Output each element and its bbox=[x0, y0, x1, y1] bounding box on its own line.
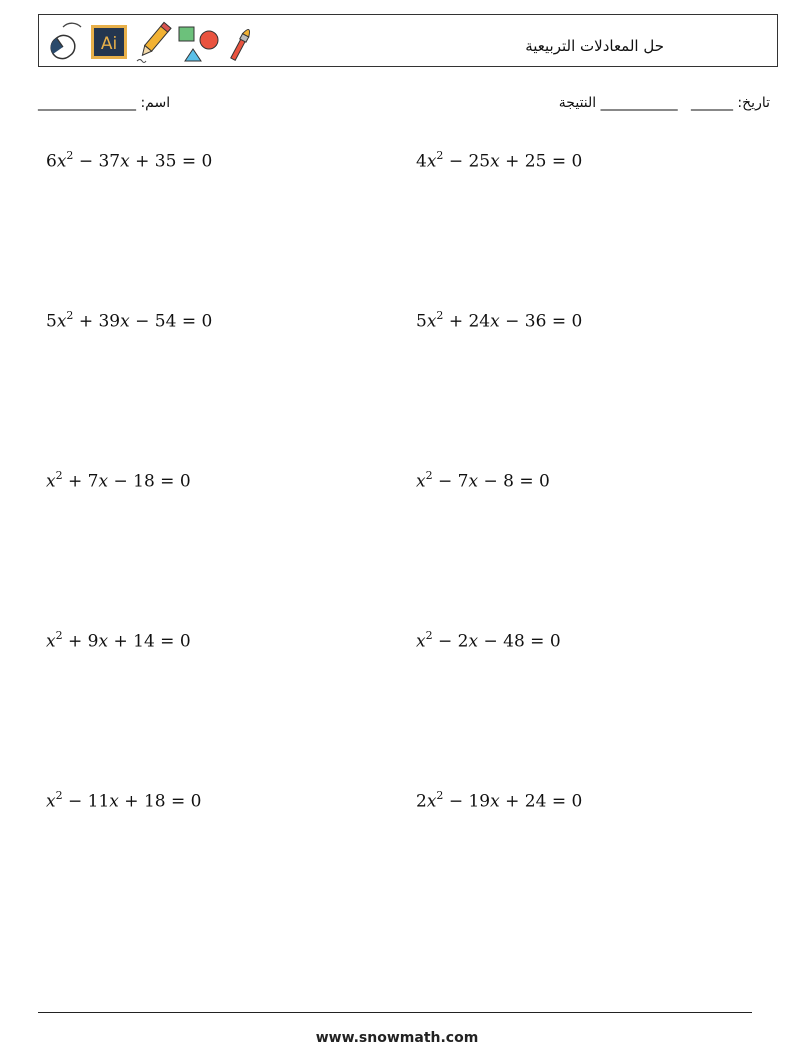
operator-b: + bbox=[62, 631, 88, 652]
variable-x: x bbox=[426, 151, 437, 172]
equation-left-5 bbox=[46, 790, 201, 812]
constant-c: 8 bbox=[503, 471, 514, 492]
operator-c: − bbox=[478, 471, 504, 492]
pencil-icon bbox=[137, 22, 171, 62]
variable-x: x bbox=[416, 631, 426, 652]
coefficient-b: 2 bbox=[457, 631, 469, 652]
coefficient-b: 7 bbox=[87, 471, 99, 492]
constant-c: 36 bbox=[524, 311, 547, 332]
variable-x: x bbox=[56, 311, 67, 332]
operator-b: − bbox=[432, 471, 458, 492]
variable-x: x bbox=[416, 471, 426, 492]
illustrator-ai-icon bbox=[91, 25, 127, 59]
coefficient-a: 5 bbox=[416, 311, 427, 332]
constant-c: 14 bbox=[133, 631, 155, 652]
worksheet-title: حل المعادلات التربيعية bbox=[525, 37, 664, 55]
variable-x: x bbox=[46, 791, 56, 812]
exponent: 2 bbox=[436, 149, 444, 162]
coefficient-b: 9 bbox=[87, 631, 99, 652]
name-line: اسم: ______________ bbox=[38, 95, 171, 111]
equation-left-3 bbox=[46, 470, 191, 492]
variable-x: x bbox=[98, 471, 109, 492]
worksheet-header bbox=[38, 14, 778, 67]
operator-b: − bbox=[443, 791, 469, 812]
exponent: 2 bbox=[55, 789, 63, 802]
variable-x: x bbox=[46, 471, 56, 492]
coefficient-b: 37 bbox=[98, 151, 121, 172]
equals-zero: = 0 bbox=[546, 791, 583, 812]
variable-x: x bbox=[490, 311, 500, 332]
exponent: 2 bbox=[425, 629, 433, 642]
operator-c: + bbox=[499, 151, 525, 172]
constant-c: 54 bbox=[154, 311, 177, 332]
exponent: 2 bbox=[436, 309, 444, 322]
coefficient-b: 7 bbox=[457, 471, 469, 492]
footer-divider bbox=[38, 1012, 752, 1013]
date-score-line: تاريخ: ______ ___________ النتيجة bbox=[558, 95, 770, 111]
equals-zero: = 0 bbox=[176, 311, 213, 332]
variable-x: x bbox=[120, 151, 130, 172]
variable-x: x bbox=[426, 791, 437, 812]
paintbrush-icon bbox=[230, 28, 252, 61]
operator-c: + bbox=[129, 151, 155, 172]
exponent: 2 bbox=[436, 789, 444, 802]
equals-zero: = 0 bbox=[154, 471, 191, 492]
equals-zero: = 0 bbox=[154, 631, 191, 652]
operator-c: − bbox=[108, 471, 134, 492]
equals-zero: = 0 bbox=[546, 311, 583, 332]
coefficient-b: 39 bbox=[98, 311, 121, 332]
equation-right-1 bbox=[416, 150, 582, 172]
coefficient-a: 2 bbox=[416, 791, 427, 812]
coefficient-b: 25 bbox=[468, 151, 491, 172]
operator-b: − bbox=[73, 151, 99, 172]
operator-c: − bbox=[478, 631, 504, 652]
operator-c: + bbox=[118, 791, 144, 812]
operator-b: + bbox=[73, 311, 99, 332]
constant-c: 18 bbox=[133, 471, 155, 492]
operator-b: − bbox=[62, 791, 88, 812]
operator-b: − bbox=[432, 631, 458, 652]
footer-url: www.snowmath.com bbox=[315, 1030, 479, 1046]
equation-right-4 bbox=[416, 630, 561, 652]
coefficient-b: 19 bbox=[468, 791, 491, 812]
constant-c: 48 bbox=[503, 631, 525, 652]
equation-left-2 bbox=[46, 310, 212, 332]
constant-c: 18 bbox=[143, 791, 166, 812]
header-icons bbox=[41, 19, 255, 65]
constant-c: 35 bbox=[154, 151, 177, 172]
operator-b: + bbox=[62, 471, 88, 492]
equals-zero: = 0 bbox=[176, 151, 213, 172]
operator-c: + bbox=[499, 791, 525, 812]
equation-right-2 bbox=[416, 310, 582, 332]
constant-c: 24 bbox=[524, 791, 547, 812]
exponent: 2 bbox=[55, 629, 63, 642]
exponent: 2 bbox=[66, 309, 74, 322]
coefficient-a: 6 bbox=[46, 151, 57, 172]
exponent: 2 bbox=[425, 469, 433, 482]
variable-x: x bbox=[98, 631, 109, 652]
equals-zero: = 0 bbox=[546, 151, 583, 172]
exponent: 2 bbox=[55, 469, 63, 482]
equation-left-4 bbox=[46, 630, 191, 652]
variable-x: x bbox=[490, 151, 500, 172]
variable-x: x bbox=[468, 631, 479, 652]
coefficient-a: 4 bbox=[416, 151, 427, 172]
mouse-icon bbox=[47, 23, 81, 63]
variable-x: x bbox=[426, 311, 437, 332]
coefficient-b: 24 bbox=[468, 311, 491, 332]
equation-left-1 bbox=[46, 150, 212, 172]
operator-b: − bbox=[443, 151, 469, 172]
variable-x: x bbox=[56, 151, 67, 172]
operator-b: + bbox=[443, 311, 469, 332]
variable-x: x bbox=[46, 631, 56, 652]
operator-c: − bbox=[499, 311, 525, 332]
exponent: 2 bbox=[66, 149, 74, 162]
operator-c: − bbox=[129, 311, 155, 332]
equals-zero: = 0 bbox=[513, 471, 550, 492]
variable-x: x bbox=[120, 311, 130, 332]
equation-right-3 bbox=[416, 470, 550, 492]
operator-c: + bbox=[108, 631, 134, 652]
coefficient-a: 5 bbox=[46, 311, 57, 332]
variable-x: x bbox=[490, 791, 500, 812]
ai-label: Ai bbox=[100, 34, 118, 54]
shapes-icon bbox=[179, 27, 218, 61]
equals-zero: = 0 bbox=[524, 631, 561, 652]
constant-c: 25 bbox=[524, 151, 547, 172]
equation-right-5 bbox=[416, 790, 582, 812]
variable-x: x bbox=[109, 791, 119, 812]
equals-zero: = 0 bbox=[165, 791, 202, 812]
coefficient-b: 11 bbox=[87, 791, 110, 812]
variable-x: x bbox=[468, 471, 479, 492]
